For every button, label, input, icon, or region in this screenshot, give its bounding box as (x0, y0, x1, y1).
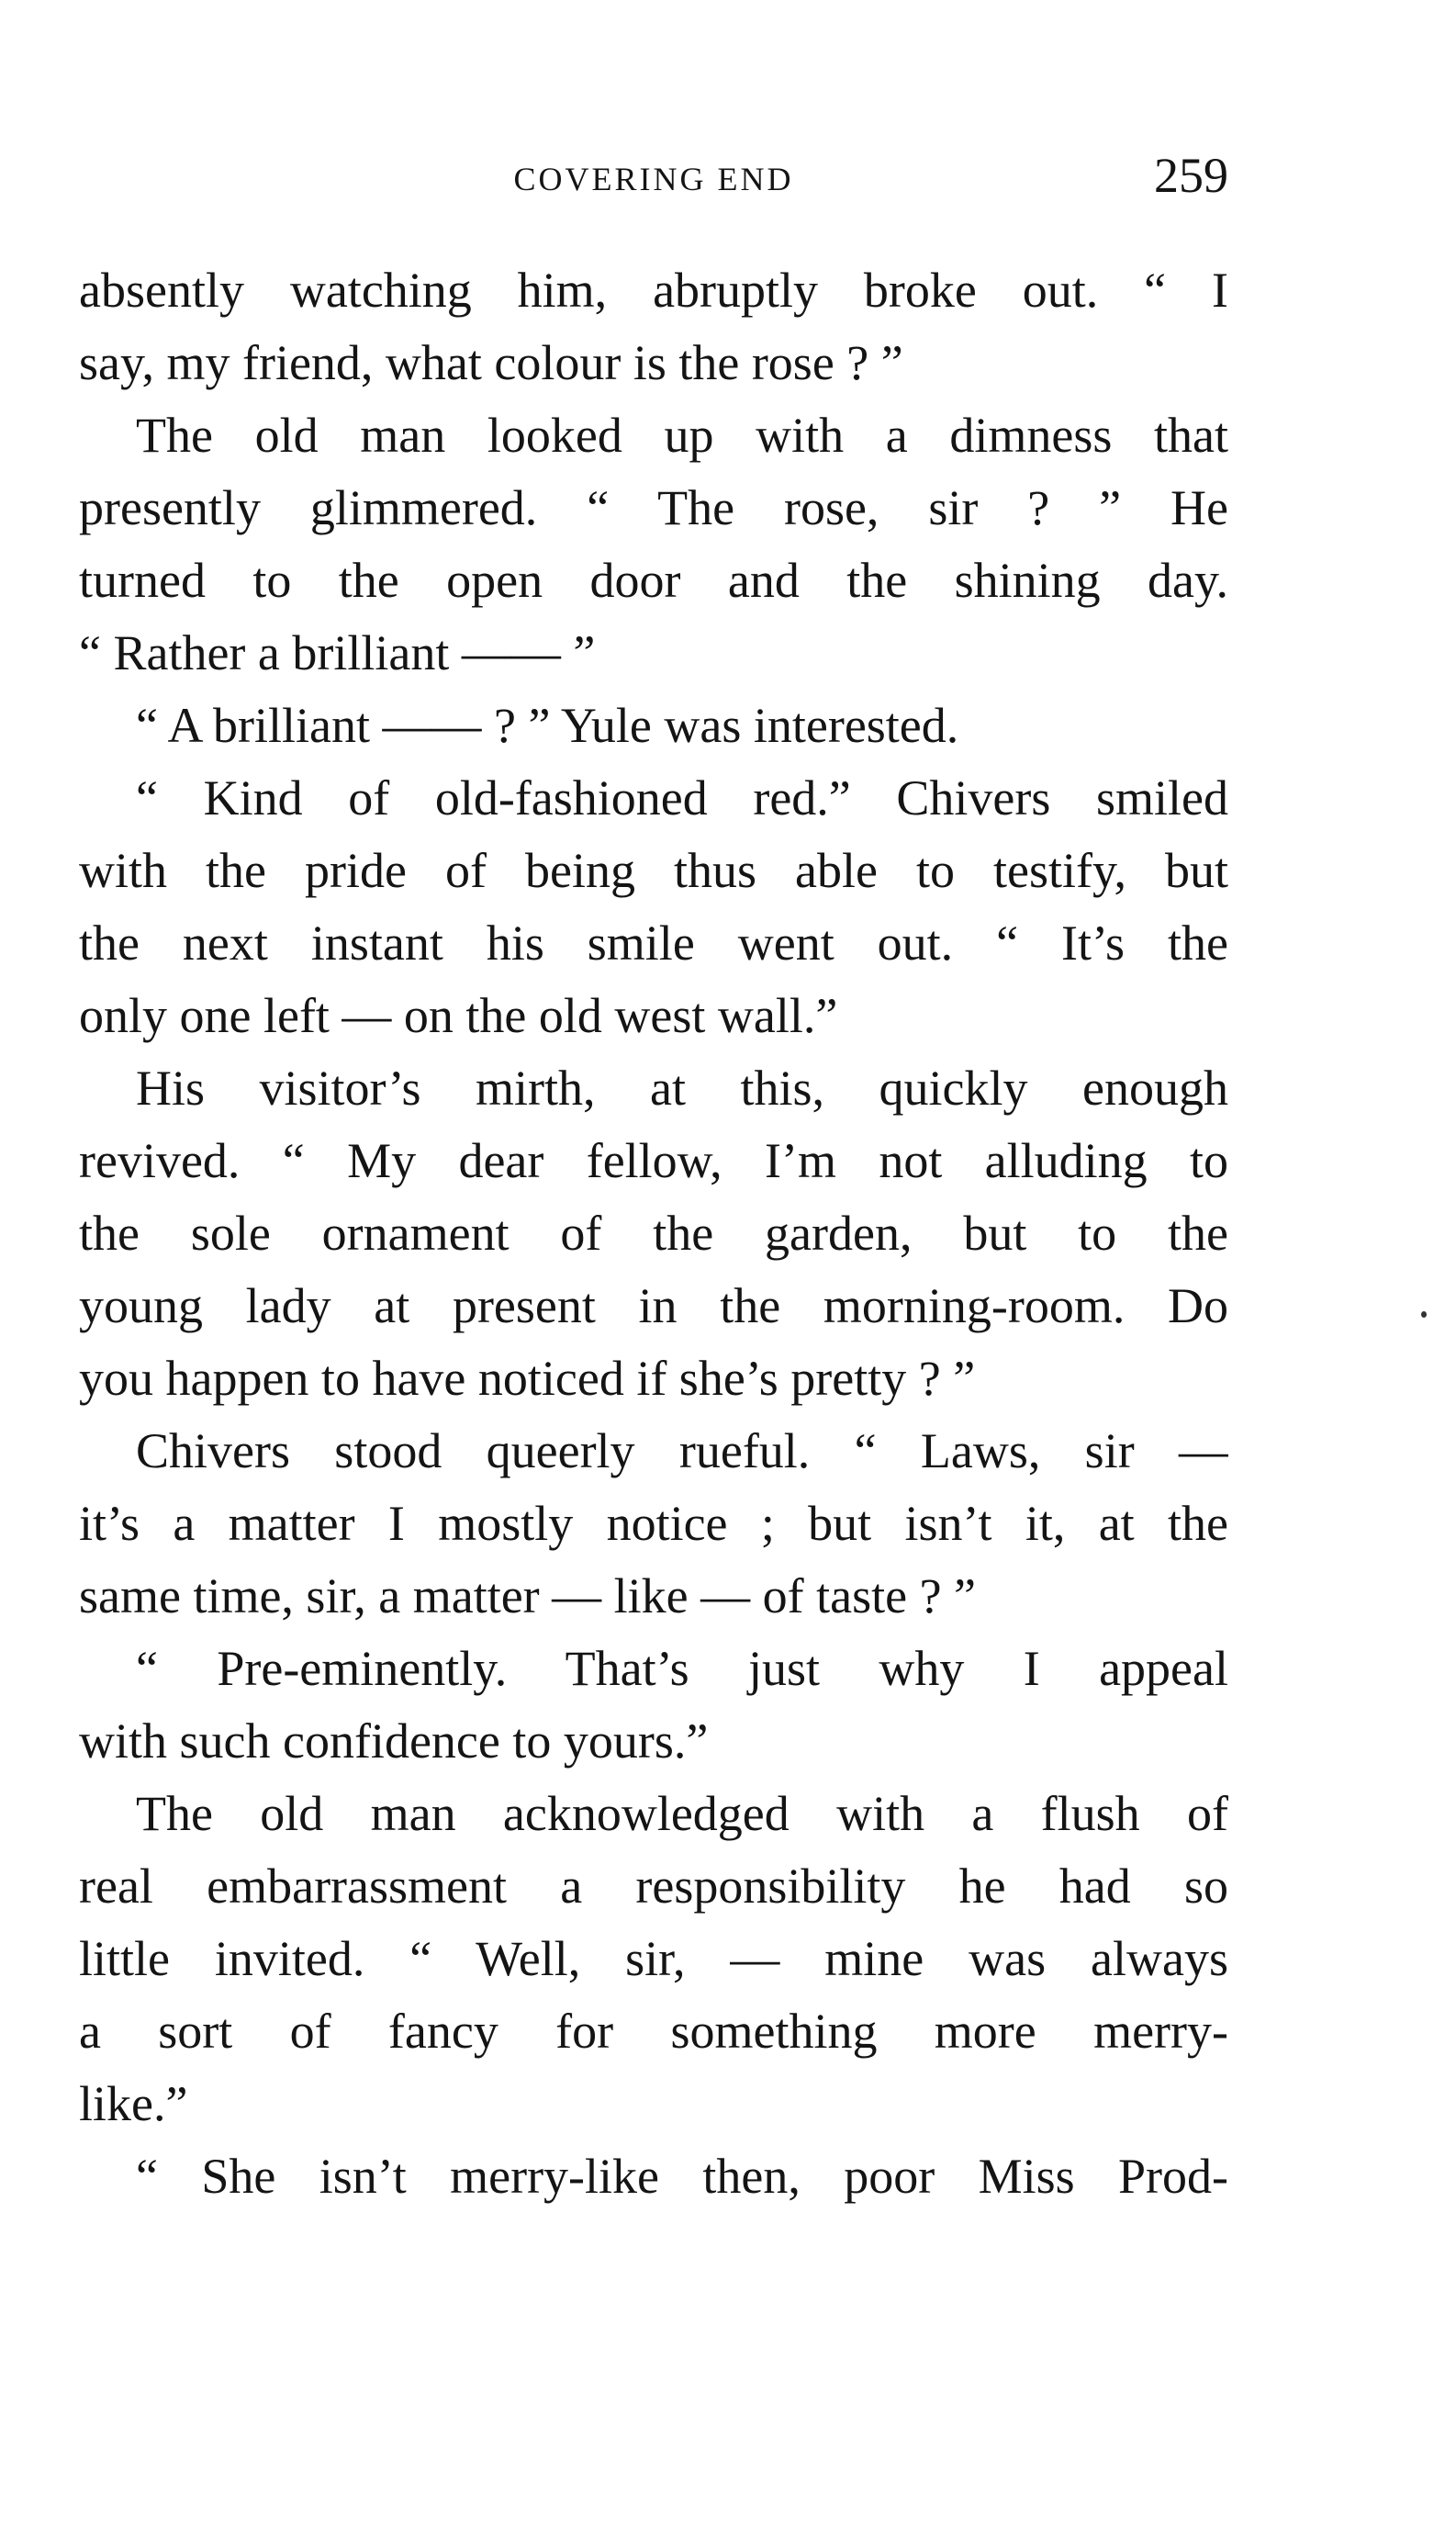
ink-speck (1421, 1311, 1427, 1318)
text-line: The old man looked up with a dimness that (136, 408, 1228, 463)
text-line: little invited. “ Well, sir, — mine was always (79, 1931, 1228, 1986)
text-line: Chivers stood queerly rueful. “ Laws, sir — (136, 1423, 1228, 1478)
text-line: it’s a matter I mostly notice ; but isn’t it, at the (79, 1496, 1228, 1551)
text-line: you happen to have noticed if she’s pretty ? ” (79, 1351, 976, 1406)
text-line: say, my friend, what colour is the rose ? ” (79, 335, 903, 390)
text-line: His visitor’s mirth, at this, quickly enough (136, 1061, 1228, 1116)
text-line: presently glimmered. “ The rose, sir ? ” He (79, 480, 1228, 535)
running-head: COVERING END (513, 161, 794, 197)
text-line: “ Kind of old-fashioned red.” Chivers smiled (136, 770, 1228, 825)
text-line: The old man acknowledged with a flush of (136, 1786, 1228, 1841)
text-line: young lady at present in the morning-room. Do (79, 1278, 1228, 1333)
text-line: “ Rather a brilliant —— ” (79, 625, 596, 680)
page-number: 259 (1154, 148, 1228, 203)
text-line: with the pride of being thus able to testify, but (79, 843, 1228, 898)
text-line: a sort of fancy for something more merry- (79, 2004, 1228, 2059)
text-line: only one left — on the old west wall.” (79, 988, 838, 1043)
text-line: “ She isn’t merry-like then, poor Miss Prod- (136, 2149, 1228, 2204)
text-line: “ A brilliant —— ? ” Yule was interested. (136, 698, 959, 753)
text-line: absently watching him, abruptly broke out. “ I (79, 263, 1228, 318)
text-line: revived. “ My dear fellow, I’m not alluding to (79, 1133, 1228, 1188)
book-page (79, 0, 1228, 2527)
text-line: same time, sir, a matter — like — of taste ? ” (79, 1568, 977, 1623)
page-header (79, 147, 1228, 211)
text-line: the next instant his smile went out. “ It’s the (79, 915, 1228, 971)
text-line: like.” (79, 2076, 188, 2131)
text-line: the sole ornament of the garden, but to the (79, 1206, 1228, 1261)
text-line: turned to the open door and the shining day. (79, 553, 1228, 608)
text-line: “ Pre-eminently. That’s just why I appeal (136, 1641, 1228, 1696)
text-line: real embarrassment a responsibility he had so (79, 1859, 1228, 1914)
text-line: with such confidence to yours.” (79, 1713, 709, 1769)
body-text (79, 254, 1228, 2213)
